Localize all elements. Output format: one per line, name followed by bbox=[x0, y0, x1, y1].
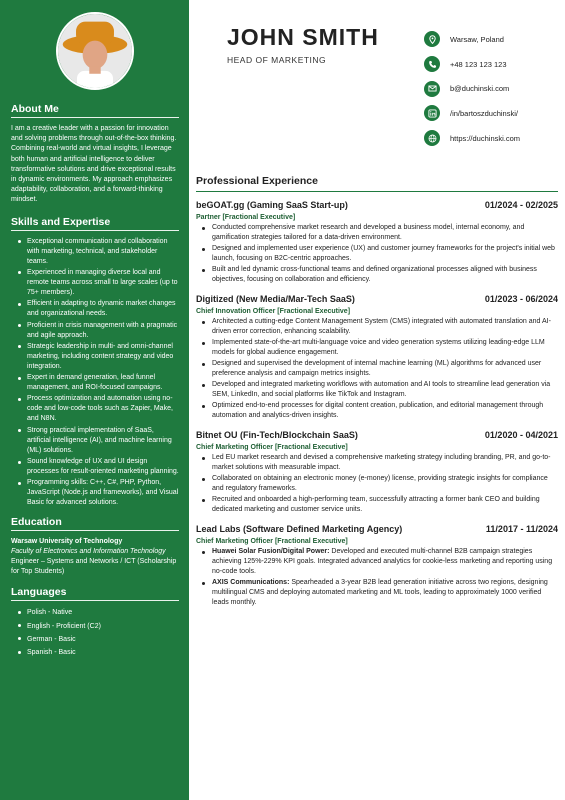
skill-item: Sound knowledge of UX and UI design processes for result-oriented marketing planning. bbox=[11, 457, 179, 477]
job-dates: 11/2017 - 11/2024 bbox=[485, 524, 558, 534]
contact-location bbox=[424, 27, 564, 52]
main-content bbox=[189, 0, 565, 800]
globe-icon bbox=[424, 130, 440, 146]
job-dates: 01/2024 - 02/2025 bbox=[484, 200, 558, 210]
education-faculty: Faculty of Electronics and Information Technology bbox=[11, 548, 166, 556]
contact-email[interactable] bbox=[424, 76, 564, 101]
profile-photo bbox=[56, 12, 134, 90]
skill-item: Proficient in crisis management with a pragmatic and agile approach. bbox=[11, 321, 179, 341]
job-bullet bbox=[196, 547, 558, 577]
job-header bbox=[196, 430, 558, 440]
person-role: HEAD OF MARKETING bbox=[227, 55, 327, 65]
phone-icon bbox=[424, 56, 440, 72]
contact-list bbox=[424, 27, 564, 150]
about-title: About Me bbox=[11, 103, 179, 118]
job-header bbox=[196, 200, 558, 210]
job-company: beGOAT.gg (Gaming SaaS Start-up) bbox=[196, 200, 348, 210]
job-bullet: Architected a cutting-edge Content Management System (CMS) integrated with automated translation and AI-driven error correction, enhancing scalability. bbox=[196, 317, 558, 337]
job-entry bbox=[196, 524, 558, 608]
job-header bbox=[196, 524, 558, 534]
job-position: Chief Innovation Officer [Fractional Executive] bbox=[196, 308, 351, 315]
client-name: Huawei Solar Fusion/Digital Power: bbox=[212, 548, 330, 555]
job-dates: 01/2023 - 06/2024 bbox=[484, 294, 558, 304]
job-bullets bbox=[196, 453, 558, 515]
job-header bbox=[196, 294, 558, 304]
contact-website-text[interactable]: https://duchinski.com bbox=[450, 133, 521, 143]
contact-website[interactable] bbox=[424, 126, 564, 151]
skill-item: Strong practical implementation of SaaS, artificial intelligence (AI), and machine learning (ML) solutions. bbox=[11, 426, 179, 456]
job-bullet: Collaborated on obtaining an electronic money (e-money) license, providing strategic insights for compliance and regulatory frameworks. bbox=[196, 474, 558, 494]
job-entry bbox=[196, 200, 558, 285]
education-degree: Engineer – Systems and Networks / ICT (Scholarship for Top Students) bbox=[11, 558, 177, 576]
skill-item: Experienced in managing diverse local and remote teams across small to large scales (up to 75+ members). bbox=[11, 268, 179, 298]
contact-phone-text[interactable]: +48 123 123 123 bbox=[450, 59, 507, 69]
skill-item: Exceptional communication and collaboration with marketing, technical, and stakeholder teams. bbox=[11, 237, 179, 267]
languages-title: Languages bbox=[11, 586, 179, 601]
language-item: Spanish - Basic bbox=[11, 647, 179, 659]
experience-title: Professional Experience bbox=[196, 175, 558, 192]
job-bullet: Conducted comprehensive market research and developed a business model, internal economy, and gamification strategies tailored for a data-driven environment. bbox=[196, 223, 558, 243]
skills-title: Skills and Expertise bbox=[11, 216, 179, 231]
job-company: Lead Labs (Software Defined Marketing Agency) bbox=[196, 524, 403, 534]
bullet-text: Spearheaded a 3-year B2B lead generation initiative across two regions, designing multilingual CMS and deploying automated marketing and ML tools, leading to approximately 1000 verified leads monthly. bbox=[212, 579, 548, 606]
client-name: AXIS Communications: bbox=[212, 579, 290, 586]
skill-item: Strategic leadership in multi- and omni-channel marketing, including content strategy and video integration. bbox=[11, 342, 179, 372]
job-bullet: Built and led dynamic cross-functional teams and defined organizational processes aligned with business objectives, focusing on collaboration and efficiency. bbox=[196, 265, 558, 285]
job-bullet: Implemented state-of-the-art multi-language voice and video generation systems utilizing leading-edge LLM models for global audience engagement. bbox=[196, 338, 558, 358]
contact-location-text: Warsaw, Poland bbox=[450, 34, 504, 44]
job-position: Partner [Fractional Executive] bbox=[196, 214, 296, 221]
linkedin-icon bbox=[424, 105, 440, 121]
avatar-illustration bbox=[58, 14, 132, 88]
job-company: Bitnet OU (Fin-Tech/Blockchain SaaS) bbox=[196, 430, 358, 440]
job-position: Chief Marketing Officer [Fractional Executive] bbox=[196, 538, 348, 545]
person-name: JOHN SMITH bbox=[227, 24, 379, 50]
skill-item: Efficient in adapting to dynamic market changes and organizational needs. bbox=[11, 299, 179, 319]
about-text: I am a creative leader with a passion for innovation and solving problems through out-of-the-box thinking. Combining real-world and virtual insights, I leverage both human and artificial intelligence to deliver transformative solutions and drive exceptional results in dynamic environments. My approach emphasizes adaptability, collaboration, and a forward-thinking mindset. bbox=[11, 125, 177, 204]
job-company: Digitized (New Media/Mar-Tech SaaS) bbox=[196, 294, 355, 304]
job-bullet: Developed and integrated marketing workflows with automation and AI tools to streamline lead generation via SEM, LinkedIn, and social platforms like TikTok and Instagram. bbox=[196, 380, 558, 400]
job-bullet: Optimized end-to-end processes for digital content creation, publication, and editorial management through automation and analytics-driven insights. bbox=[196, 401, 558, 421]
contact-phone[interactable] bbox=[424, 52, 564, 77]
job-bullet: Recruited and onboarded a high-performing team, successfully attracting a former bank CEO and building dedicated marketing and customer service units. bbox=[196, 495, 558, 515]
education-title: Education bbox=[11, 516, 179, 531]
language-item: German - Basic bbox=[11, 634, 179, 646]
skills-list bbox=[11, 237, 179, 509]
job-bullet: Designed and supervised the development of internal machine learning (ML) algorithms for advanced user preference analysis and campaign metrics insights. bbox=[196, 359, 558, 379]
education-school: Warsaw University of Technology bbox=[11, 538, 123, 546]
email-icon bbox=[424, 81, 440, 97]
job-position: Chief Marketing Officer [Fractional Executive] bbox=[196, 444, 348, 451]
education-entry bbox=[11, 537, 179, 577]
job-entry bbox=[196, 294, 558, 421]
languages-list bbox=[11, 607, 179, 659]
contact-linkedin-text[interactable]: /in/bartoszduchinski/ bbox=[450, 108, 518, 118]
job-bullet: Designed and implemented user experience (UX) and customer journey frameworks for the project's initial web launch, focusing on B2C-centric approaches. bbox=[196, 244, 558, 264]
skill-item: Process optimization and automation using no-code and low-code tools such as Zapier, Make, and N8N. bbox=[11, 394, 179, 424]
language-item: Polish - Native bbox=[11, 607, 179, 619]
job-bullets bbox=[196, 317, 558, 421]
sidebar bbox=[0, 0, 189, 800]
job-bullets bbox=[196, 223, 558, 285]
bullet-text: Developed and executed multi-channel B2B campaign strategies achieving 125%-229% KPI goals. Integrated advanced analytics for cookie-less marketing and reporting using no-code tools. bbox=[212, 548, 553, 575]
skill-item: Expert in demand generation, lead funnel management, and ROI-focused campaigns. bbox=[11, 373, 179, 393]
job-bullet: Led EU market research and devised a comprehensive marketing strategy including branding, PR, and go-to-market solutions with measurable impact. bbox=[196, 453, 558, 473]
skill-item: Programming skills: C++, C#, PHP, Python, JavaScript (Node.js and frameworks), and Visual Basic for advanced solutions. bbox=[11, 478, 179, 508]
contact-email-text[interactable]: b@duchinski.com bbox=[450, 84, 510, 94]
contact-linkedin[interactable] bbox=[424, 101, 564, 126]
job-dates: 01/2020 - 04/2021 bbox=[484, 430, 558, 440]
job-bullets bbox=[196, 547, 558, 608]
job-entry bbox=[196, 430, 558, 515]
location-icon bbox=[424, 31, 440, 47]
experience-section bbox=[196, 175, 558, 617]
language-item: English - Proficient (C2) bbox=[11, 621, 179, 633]
job-bullet bbox=[196, 578, 558, 608]
